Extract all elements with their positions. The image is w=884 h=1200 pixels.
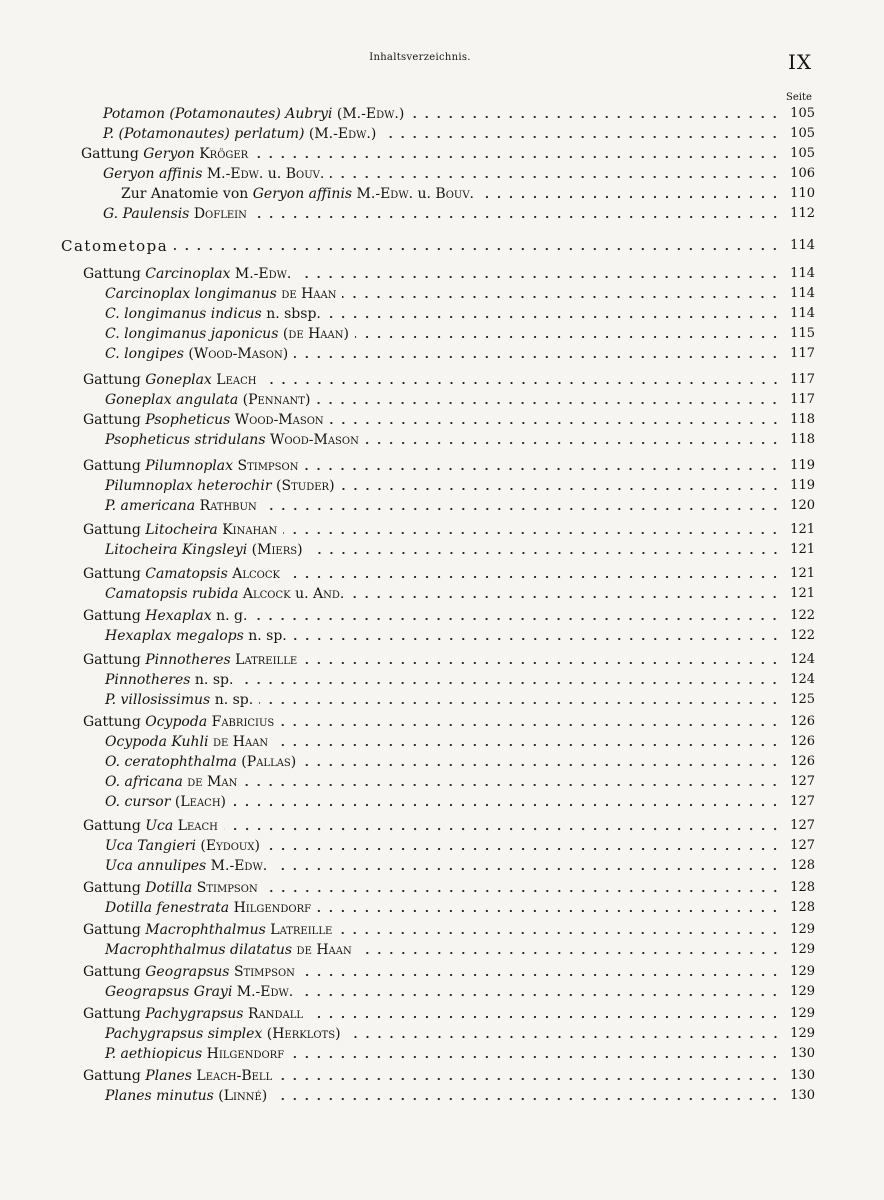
toc-page-number: 126: [790, 734, 815, 749]
toc-entry-label: Geryon affinis M.-Edw. u. Bouv.: [103, 166, 325, 182]
dot-leader: [259, 701, 781, 705]
dot-leader: [365, 441, 781, 445]
toc-entry: [103, 122, 815, 142]
toc-page-number: 126: [790, 754, 815, 769]
toc-entry-label: Gattung Uca Leach: [83, 818, 218, 834]
toc-entry-label: Ocypoda Kuhli de Haan: [105, 734, 269, 750]
dot-leader: [253, 215, 781, 219]
dot-leader: [316, 401, 781, 405]
toc-entry: [105, 896, 815, 916]
toc-entry: [83, 1002, 815, 1022]
page-numeral: IX: [788, 50, 813, 74]
toc-entry: [105, 474, 815, 494]
toc-entry: [105, 624, 815, 644]
toc-entry-label: Psopheticus stridulans Wood-Mason: [105, 432, 359, 448]
toc-entry: [83, 604, 815, 624]
toc-entry-label: Carcinoplax longimanus de Haan: [105, 286, 337, 302]
dot-leader: [232, 803, 781, 807]
toc-page-number: 114: [790, 238, 815, 253]
toc-entry: [105, 538, 815, 558]
toc-entry-label: O. ceratophthalma (Pallas): [105, 754, 297, 770]
dot-leader: [280, 723, 781, 727]
dot-leader: [355, 335, 781, 339]
toc-page-number: 130: [790, 1046, 815, 1061]
dot-leader: [274, 743, 781, 747]
toc-entry-label: Gattung Goneplax Leach: [83, 372, 257, 388]
toc-page-number: 130: [790, 1088, 815, 1103]
dot-leader: [309, 1015, 781, 1019]
dot-leader: [174, 247, 781, 251]
toc-entry-label: Litocheira Kingsleyi (Miers): [105, 542, 303, 558]
toc-entry-label: Planes minutus (Linné): [105, 1088, 268, 1104]
running-header: Inhaltsverzeichnis.: [369, 52, 471, 63]
toc-page-number: 127: [790, 818, 815, 833]
toc-entry-label: Gattung Psopheticus Wood-Mason: [83, 412, 324, 428]
toc-entry: [105, 1042, 815, 1062]
dot-leader: [304, 467, 781, 471]
toc-entry: [83, 454, 815, 474]
toc-page-number: 106: [790, 166, 815, 181]
dot-leader: [410, 115, 781, 119]
dot-leader: [358, 951, 781, 955]
toc-entry-label: Gattung Planes Leach-Bell: [83, 1068, 273, 1084]
toc-entry: [83, 262, 815, 282]
toc-page-number: 115: [790, 326, 815, 341]
dot-leader: [327, 315, 781, 319]
toc-page-number: 119: [790, 458, 815, 473]
toc-entry-label: Zur Anatomie von Geryon affinis M.-Edw. u. Bouv.: [121, 186, 475, 202]
toc-entry: [105, 790, 815, 810]
toc-entry-label: Gattung Pilumnoplax Stimpson: [83, 458, 299, 474]
dot-leader: [253, 617, 781, 621]
toc-entry: [105, 322, 815, 342]
dot-leader: [338, 931, 781, 935]
toc-page-number: 117: [790, 346, 815, 361]
toc-entry: [83, 408, 815, 428]
toc-page-number: 121: [790, 586, 815, 601]
toc-entry-label: Gattung Camatopsis Alcock: [83, 566, 280, 582]
toc-page-number: 121: [790, 522, 815, 537]
toc-entry-label: Gattung Hexaplax n. g.: [83, 608, 248, 624]
toc-entry-label: O. cursor (Leach): [105, 794, 227, 810]
toc-entry-label: Potamon (Potamonautes) Aubryi (M.-Edw.): [103, 106, 405, 122]
toc-page-number: 122: [790, 608, 815, 623]
toc-entry-label: Gattung Pachygrapsus Randall: [83, 1006, 303, 1022]
toc-entry: [105, 428, 815, 448]
toc-entry-label: C. longimanus indicus n. sbsp.: [105, 306, 321, 322]
toc-entry: [81, 142, 815, 162]
toc-entry: [105, 388, 815, 408]
toc-entry-label: Gattung Litocheira Kinahan: [83, 522, 278, 538]
dot-leader: [254, 155, 781, 159]
dot-leader: [273, 1097, 781, 1101]
toc-entry: [83, 876, 815, 896]
dot-leader: [273, 867, 781, 871]
toc-entry-label: Goneplax angulata (Pennant): [105, 392, 311, 408]
toc-entry: [105, 750, 815, 770]
toc-page-number: 121: [790, 566, 815, 581]
dot-leader: [286, 575, 781, 579]
toc-page-number: 120: [790, 498, 815, 513]
toc-entry-label: Gattung Geryon Kröger: [81, 146, 249, 162]
dot-leader: [239, 681, 781, 685]
toc-entry: [83, 1064, 815, 1084]
toc-entry: [83, 368, 815, 388]
toc-page-number: 114: [790, 266, 815, 281]
toc-entry-label: Gattung Macrophthalmus Latreille: [83, 922, 333, 938]
toc-page-number: 121: [790, 542, 815, 557]
toc-page-number: 130: [790, 1068, 815, 1083]
toc-entry-label: Gattung Ocypoda Fabricius: [83, 714, 275, 730]
dot-leader: [294, 355, 781, 359]
toc-entry: [83, 710, 815, 730]
toc-page-number: 117: [790, 372, 815, 387]
toc-entry: [83, 960, 815, 980]
toc-page-number: 129: [790, 1006, 815, 1021]
toc-entry: [105, 668, 815, 688]
toc-entry-label: P. (Potamonautes) perlatum) (M.-Edw.): [103, 126, 377, 142]
toc-entry-label: G. Paulensis Doflein: [103, 206, 247, 222]
toc-page-number: 128: [790, 880, 815, 895]
dot-leader: [278, 1077, 781, 1081]
toc-page-number: 105: [790, 146, 815, 161]
dot-leader: [342, 295, 781, 299]
toc-entry-label: Geograpsus Grayi M.-Edw.: [105, 984, 294, 1000]
toc-entry: [105, 770, 815, 790]
dot-leader: [382, 135, 781, 139]
dot-leader: [302, 763, 781, 767]
toc-entry: [105, 938, 815, 958]
toc-page-number: 129: [790, 964, 815, 979]
toc-entry: [83, 518, 815, 538]
dot-leader: [330, 421, 781, 425]
toc-entry: [105, 834, 815, 854]
toc-entry-label: O. africana de Man: [105, 774, 238, 790]
toc-entry-label: Gattung Dotilla Stimpson: [83, 880, 258, 896]
toc-entry: [105, 730, 815, 750]
dot-leader: [283, 531, 781, 535]
toc-entry-label: Pachygrapsus simplex (Herklots): [105, 1026, 341, 1042]
toc-page-number: 122: [790, 628, 815, 643]
toc-page-number: 114: [790, 286, 815, 301]
toc-entry: [103, 202, 815, 222]
toc-entry-label: Camatopsis rubida Alcock u. And.: [105, 586, 345, 602]
dot-leader: [266, 847, 781, 851]
toc-entry-label: C. longimanus japonicus (de Haan): [105, 326, 349, 342]
toc-section-heading: [61, 234, 815, 254]
toc-entry: [103, 102, 815, 122]
toc-page-number: 112: [790, 206, 815, 221]
toc-page-number: 127: [790, 774, 815, 789]
dot-leader: [299, 993, 781, 997]
toc-page-number: 119: [790, 478, 815, 493]
toc-entry: [105, 582, 815, 602]
toc-entry-label: Gattung Carcinoplax M.-Edw.: [83, 266, 292, 282]
toc-page-number: 129: [790, 1026, 815, 1041]
dot-leader: [350, 595, 781, 599]
dot-leader: [341, 487, 781, 491]
toc-page-number: 127: [790, 838, 815, 853]
toc-entry: [105, 1022, 815, 1042]
toc-page-number: 118: [790, 412, 815, 427]
dot-leader: [301, 973, 781, 977]
toc-entry: [105, 342, 815, 362]
dot-leader: [347, 1035, 781, 1039]
toc-page-number: 126: [790, 714, 815, 729]
toc-entry: [83, 648, 815, 668]
toc-entry: [83, 562, 815, 582]
toc-page-number: 114: [790, 306, 815, 321]
toc-page-number: 118: [790, 432, 815, 447]
toc-page-number: 129: [790, 984, 815, 999]
dot-leader: [297, 275, 781, 279]
toc-entry: [105, 282, 815, 302]
toc-page-number: 125: [790, 692, 815, 707]
page-column-label: Seite: [786, 92, 812, 103]
toc-page-number: 124: [790, 652, 815, 667]
toc-page-number: 129: [790, 922, 815, 937]
toc-page-number: 105: [790, 106, 815, 121]
toc-entry: [105, 980, 815, 1000]
toc-entry-label: Dotilla fenestrata Hilgendorf: [105, 900, 312, 916]
toc-entry: [105, 1084, 815, 1104]
toc-entry: [105, 854, 815, 874]
toc-entry: [105, 302, 815, 322]
toc-entry-label: Uca annulipes M.-Edw.: [105, 858, 268, 874]
dot-leader: [243, 783, 781, 787]
toc-entry-label: Hexaplax megalops n. sp.: [105, 628, 287, 644]
toc-entry-label: P. villosissimus n. sp.: [105, 692, 254, 708]
toc-entry-label: Catometopa: [61, 237, 169, 255]
toc-entry-label: Macrophthalmus dilatatus de Haan: [105, 942, 352, 958]
toc-entry-label: Pilumnoplax heterochir (Studer): [105, 478, 335, 494]
toc-page-number: 129: [790, 942, 815, 957]
toc-page-number: 127: [790, 794, 815, 809]
toc-page-number: 128: [790, 858, 815, 873]
dot-leader: [263, 507, 781, 511]
toc-entry: [121, 182, 815, 202]
toc-page-number: 110: [790, 186, 815, 201]
dot-leader: [290, 1055, 781, 1059]
dot-leader: [309, 551, 781, 555]
dot-leader: [480, 195, 781, 199]
dot-leader: [263, 381, 782, 385]
toc-entry-label: P. americana Rathbun: [105, 498, 257, 514]
toc-page-number: 124: [790, 672, 815, 687]
dot-leader: [293, 637, 781, 641]
toc-entry-label: Pinnotheres n. sp.: [105, 672, 234, 688]
dot-leader: [317, 909, 781, 913]
toc-entry: [105, 494, 815, 514]
toc-entry: [105, 688, 815, 708]
dot-leader: [264, 889, 781, 893]
dot-leader: [303, 661, 781, 665]
toc-entry-label: Gattung Pinnotheres Latreille: [83, 652, 298, 668]
toc-page-number: 105: [790, 126, 815, 141]
toc-entry-label: Uca Tangieri (Eydoux): [105, 838, 260, 854]
toc-entry: [83, 918, 815, 938]
toc-entry-label: P. aethiopicus Hilgendorf: [105, 1046, 285, 1062]
toc-page-number: 128: [790, 900, 815, 915]
toc-entry-label: Gattung Geograpsus Stimpson: [83, 964, 295, 980]
dot-leader: [330, 175, 781, 179]
toc-entry-label: C. longipes (Wood-Mason): [105, 346, 289, 362]
toc-entry: [83, 814, 815, 834]
dot-leader: [224, 827, 781, 831]
toc-page-number: 117: [790, 392, 815, 407]
toc-entry: [103, 162, 815, 182]
